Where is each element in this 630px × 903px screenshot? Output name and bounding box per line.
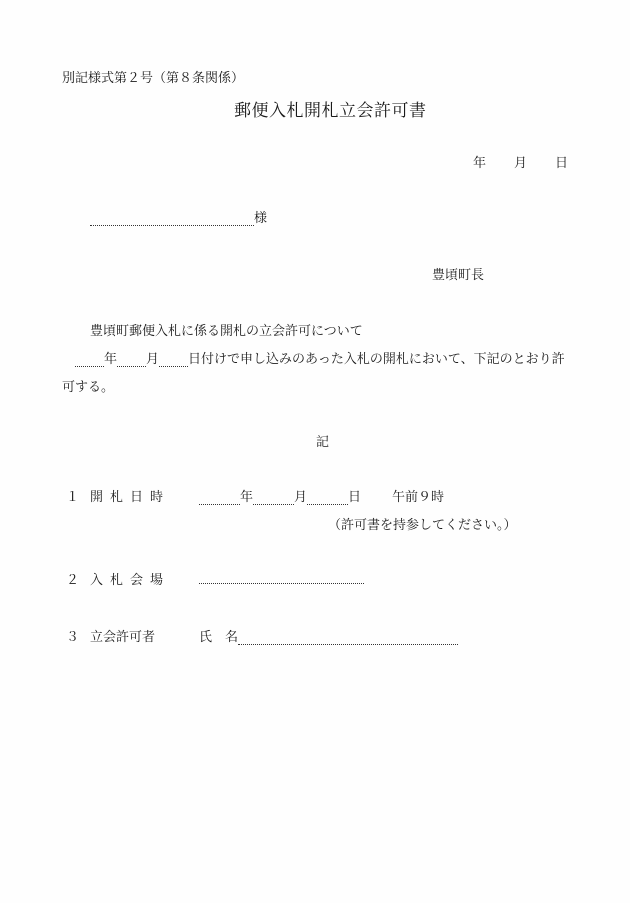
addressee-line xyxy=(90,207,267,226)
item2-number: ２ xyxy=(66,573,80,588)
date-month: 月 xyxy=(514,156,528,171)
item3-name-blank[interactable] xyxy=(238,630,458,645)
body-line-1: 豊頃町郵便入札に係る開札の立会許可について xyxy=(90,324,363,339)
date-year: 年 xyxy=(473,156,487,171)
item1-datetime xyxy=(199,486,361,505)
body-day: 日 xyxy=(188,352,202,367)
item1-day-blank[interactable] xyxy=(307,490,348,505)
date-day: 日 xyxy=(555,156,569,171)
item3-label: 立会許可者 xyxy=(90,630,156,645)
item1-day: 日 xyxy=(348,490,362,505)
addressee-suffix: 様 xyxy=(254,211,268,226)
body-month: 月 xyxy=(146,352,160,367)
body-day-blank[interactable] xyxy=(159,352,188,367)
item2-venue-line xyxy=(199,569,364,584)
item1-year: 年 xyxy=(240,490,254,505)
addressee-blank[interactable] xyxy=(90,211,254,226)
item3-name-line xyxy=(199,626,458,645)
body-year-blank[interactable] xyxy=(75,352,104,367)
item1-time: 午前９時 xyxy=(392,490,445,505)
body-line-3: 可する。 xyxy=(62,380,115,395)
form-label: 別記様式第２号（第８条関係） xyxy=(62,71,245,86)
issuer: 豊頃町長 xyxy=(432,268,485,283)
item1-label: 開札日時 xyxy=(90,490,171,505)
body-line-2 xyxy=(75,348,565,367)
item2-label: 入札会場 xyxy=(90,573,171,588)
item2-venue-blank[interactable] xyxy=(199,569,364,584)
item3-name-label: 氏 名 xyxy=(199,630,239,645)
item1-note: （許可書を持参してください。） xyxy=(328,518,517,533)
document-title: 郵便入札開札立会許可書 xyxy=(234,101,427,121)
body-year: 年 xyxy=(104,352,118,367)
item3-number: ３ xyxy=(66,630,80,645)
ki-heading: 記 xyxy=(316,435,330,450)
item1-month: 月 xyxy=(294,490,308,505)
item1-year-blank[interactable] xyxy=(199,490,240,505)
item1-number: １ xyxy=(66,490,80,505)
item1-month-blank[interactable] xyxy=(253,490,294,505)
date-line xyxy=(473,152,568,171)
body-month-blank[interactable] xyxy=(117,352,146,367)
body-line-2-text: 付けで申し込みのあった入札の開札において、下記のとおり許 xyxy=(201,352,565,367)
